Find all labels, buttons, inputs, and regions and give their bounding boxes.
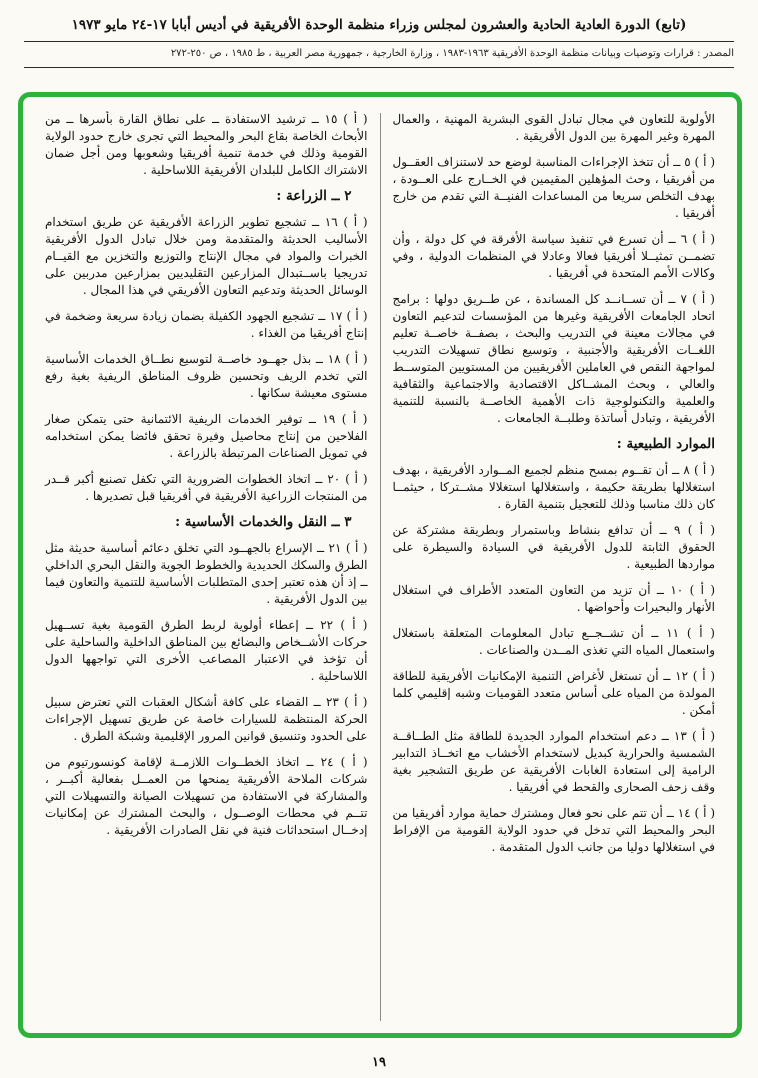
list-item: ( أ ) ١١ ــ أن تشــجــع تبادل المعلومات المتعلقة باستغلال واستعمال المياه التي تغذى المــدن والصناعات . [392,626,715,657]
list-item: ( أ ) ١٠ ــ أن تزيد من التعاون المتعدد الأطراف في استغلال الأنهار والبحيرات وأحواضها . [392,583,715,614]
source-line: المصدر : قرارات وتوصيات وبيانات منظمة الوحدة الأفريقية ١٩٦٣-١٩٨٣ ، وزارة الخارجية ، جمهورية مصر العربية ، ط ١٩٨٥ ، ص ٢٥٠-٢٧٢ [170,48,734,59]
list-item: ( أ ) ١٧ ــ تشجيع الجهود الكفيلة بضمان زيادة سريعة وضخمة في إنتاج أفريقيا من الغذاء . [45,309,368,340]
column-right [381,111,728,1023]
header-rule-bottom [24,67,734,68]
list-item: ( أ ) ٦ ــ أن تسرع في تنفيذ سياسة الأفرقة في كل دولة ، وأن تضمــن تمثيــلا أفريقيا فعالا وعادلا في المنظمات الدولية ، وفي وكالات الأمم المتحدة في أفريقيا . [392,232,716,280]
paragraph: الأولوية للتعاون في مجال تبادل القوى البشرية المهنية ، والعمال المهرة وغير المهرة بين الدول الأفريقية . [392,112,715,143]
list-item: ( أ ) ٢٣ ــ القضاء على كافة أشكال العقبات التي تعترض سبيل الحركة المنتظمة للسيارات خاصة عن طريق تسهيل الإجراءات على الحدود وتنسيق قوانين المرور الإقليمية وشبكة الطرق . [45,695,368,743]
column-left [33,111,380,1023]
two-column-layout [33,111,727,1023]
list-item: ( أ ) ٧ ــ أن تســانــد كل المساندة ، عن طــريق دولها : برامج اتحاد الجامعات الأفريقية وغيرها من المؤسسات لتدعيم التعاون في مجالات معينة في التدريب والبحث ، بصفــة خاصــة تعليم اللغــات الأفريقية والأجنبية ، وتوسيع نطاق تسهيلات التدريب لمواجهة النقص في العاملين الأفريقيين من المستويين المتوســط والعالي ، وبحث المشــاكل الاقتصادية والاجتماعية والثقافية والعلمية والتكنولوجية ذات الأهمية الخاصــة بالنسبة للتنمية الأفريقية ، وتبادل أساتذة وطلبــة الجامعات . [392,292,715,425]
list-item: ( أ ) ٨ ــ أن تقــوم بمسح منظم لجميع المــوارد الأفريقية ، بهدف استغلالها بطريقة حكيمة ، واستغلالها استغلالا مشــتركا ، حيثمــا كان ذلك مناسبا وذلك للتعجيل بتنمية القارة . [392,463,715,511]
list-item: ( أ ) ٢١ ــ الإسراع بالجهــود التي تخلق دعائم أساسية حديثة مثل الطرق والسكك الحديدية والخطوط الجوية والنقل البحري الداخلي ــ إذ أن هذه تعتبر إحدى المتطلبات الأساسية للتنمية والتعاون فيما بين الدول الأفريقية . [45,541,368,606]
list-item: ( أ ) ٥ ــ أن تتخذ الإجراءات المناسبة لوضع حد لاستنزاف العقــول من أفريقيا ، وحث المؤهلين المقيمين في الخــارج على العــودة ، بهدف التخلص سريعا من المساعدات الفنيــة التي تقدم من خارج أفريقيا . [392,155,716,220]
list-item: ( أ ) ١٨ ــ بذل جهــود خاصــة لتوسيع نطــاق الخدمات الأساسية التي تخدم الريف وتحسين ظروف المناطق الريفية بغية رفع مستوى معيشة سكانها . [45,352,368,400]
page-header [0,0,758,68]
list-item: ( أ ) ٢٤ ــ اتخاذ الخطــوات اللازمــة لإقامة كونسورتيوم من شركات الملاحة الأفريقية يمنحها من العمــل بفعالية أكبــر ، والمشاركة في الاستفادة من تسهيلات الصيانة والتسهيلات التي تتــم في محطات الوصــول ، والبحث المشترك عن إمكانيات إدخــال استحداثات فنية في نقل الصادرات الأفريقية . [45,755,368,837]
list-item: ( أ ) ١٥ ــ ترشيد الاستفادة ــ على نطاق القارة بأسرها ــ من الأبحاث الخاصة بقاع البحر والمحيط التي تجرى خارج حدود الولاية القومية وذلك في خدمة تنمية أفريقيا وشعوبها ومن أجل ضمان الاشتراك الكامل للبلدان الأفريقية اللاساحلية . [45,112,368,177]
page-number: ١٩ [372,1055,386,1070]
section-heading: ٢ ــ الزراعة : [276,188,352,204]
list-item: ( أ ) ٢٢ ــ إعطاء أولوية لربط الطرق القومية بغية تســهيل حركات الأشــخاص والبضائع بين المناطق الداخلية والساحلية على أن تؤخذ في الاعتبار المصاعب الأخرى التي تواجهها الدول اللاساحلية . [45,618,368,683]
content-frame [18,92,742,1038]
page-title: (تابع) الدورة العادية الحادية والعشرون لمجلس وزراء منظمة الوحدة الأفريقية في أديس أبابا ١٧-٢٤ مايو ١٩٧٣ [71,17,687,33]
column-divider [380,113,381,1021]
section-heading: ٣ ــ النقل والخدمات الأساسية : [175,514,352,530]
list-item: ( أ ) ٢٠ ــ اتخاذ الخطوات الضرورية التي تكفل تصنيع أكبر قــدر من المنتجات الزراعية الأفريقية في أفريقيا قبل تصديرها . [45,472,368,503]
list-item: ( أ ) ٩ ــ أن تدافع بنشاط وباستمرار وبطريقة مشتركة عن الحقوق الثابتة للدول الأفريقية في السيادة والسيطرة على مواردها الطبيعية . [392,523,716,571]
list-item: ( أ ) ١٤ ــ أن تتم على نحو فعال ومشترك حماية موارد أفريقيا من البحر والمحيط التي تدخل في حدود الولاية القومية من الإفراط في استغلالها دوليا من جانب الدول المتقدمة . [392,806,716,854]
list-item: ( أ ) ١٢ ــ أن تستغل لأغراض التنمية الإمكانيات الأفريقية للطاقة المولدة من المياه على أساس متعدد القوميات وشبه إقليمي كلما أمكن . [392,669,715,717]
list-item: ( أ ) ١٦ ــ تشجيع تطوير الزراعة الأفريقية عن طريق استخدام الأساليب الحديثة والمتقدمة ومن خلال تبادل الدول الأفريقية الخبرات والمواد في مجال الإنتاج والتوزيع والتخزين مع القيــام تدريجيا باســتبدال المزارعين التقليديين بمزارعين مدربين على الوسائل الحديثة وتدعيم التعاون الأفريقي في هذا المجال . [45,215,368,297]
list-item: ( أ ) ١٩ ــ توفير الخدمات الريفية الائتمانية حتى يتمكن صغار الفلاحين من إنتاج محاصيل وفيرة تحقق فائضا يمكن استخدامه في تمويل الصناعات المرتبطة بالزراعة . [45,412,368,460]
section-heading: الموارد الطبيعية : [616,436,715,452]
list-item: ( أ ) ١٣ ــ دعم استخدام الموارد الجديدة للطاقة مثل الطــاقــة الشمسية والحرارية كبديل لاستخدام الأخشاب مع اتخــاذ التدابير الرامية إلى استعادة الغابات الأفريقية عن طريق التشجير بغية وقف زحف الصحارى والقحط في أفريقيا . [392,729,715,794]
